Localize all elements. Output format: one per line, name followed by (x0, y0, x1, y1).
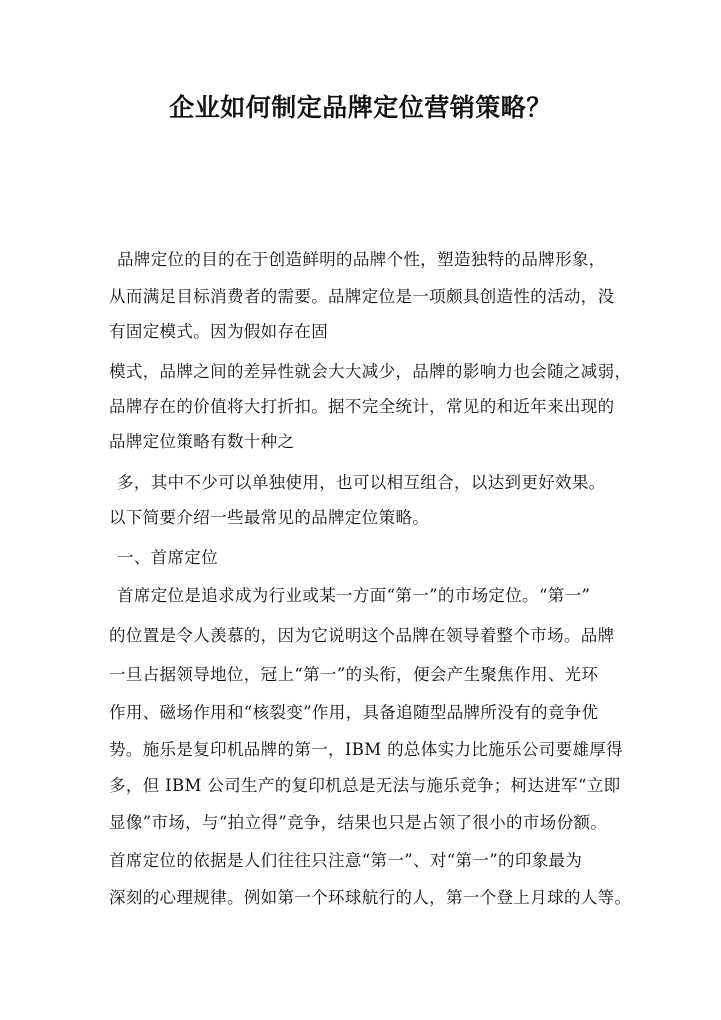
paragraph-line: 势。施乐是复印机品牌的第一，IBM 的总体实力比施乐公司要雄厚得 (109, 740, 623, 759)
document-title: 企业如何制定品牌定位营销策略？ (169, 93, 552, 122)
paragraph-line: 首席定位的依据是人们往往只注意“第一”、对“第一”的印象最为 (109, 851, 583, 870)
paragraph-line: 的位置是令人羡慕的，因为它说明这个品牌在领导着整个市场。品牌 (109, 626, 615, 645)
paragraph-line: 首席定位是追求成为行业或某一方面“第一”的市场定位。“第一” (117, 586, 591, 605)
paragraph-line: 品牌定位的目的在于创造鲜明的品牌个性，塑造独特的品牌形象， (117, 250, 606, 269)
paragraph-line: 以下简要介绍一些最常见的品牌定位策略。 (109, 508, 430, 527)
paragraph-line: 一、首席定位 (117, 548, 219, 567)
paragraph-line: 多，其中不少可以单独使用，也可以相互组合，以达到更好效果。 (117, 473, 606, 492)
paragraph-line: 作用、磁场作用和“核裂变”作用，具备追随型品牌所没有的竞争优 (109, 703, 599, 722)
paragraph-line: 深刻的心理规律。例如第一个环球航行的人，第一个登上月球的人等。 (109, 888, 632, 907)
paragraph-line: 模式，品牌之间的差异性就会大大减少，品牌的影响力也会随之减弱， (109, 362, 632, 381)
paragraph-line: 从而满足目标消费者的需要。品牌定位是一项颇具创造性的活动，没 (109, 287, 615, 306)
paragraph-line: 品牌存在的价值将大打折扣。据不完全统计，常见的和近年来出现的 (109, 397, 615, 416)
paragraph-line: 品牌定位策略有数十种之 (109, 432, 295, 451)
paragraph-line: 一旦占据领导地位，冠上“第一”的头衔，便会产生聚焦作用、光环 (109, 665, 599, 684)
paragraph-line: 显像”市场，与“拍立得”竞争，结果也只是占领了很小的市场份额。 (109, 813, 608, 832)
paragraph-line: 有固定模式。因为假如存在固 (109, 322, 329, 341)
paragraph-line: 多，但 IBM 公司生产的复印机总是无法与施乐竞争；柯达进军“立即 (109, 776, 621, 795)
